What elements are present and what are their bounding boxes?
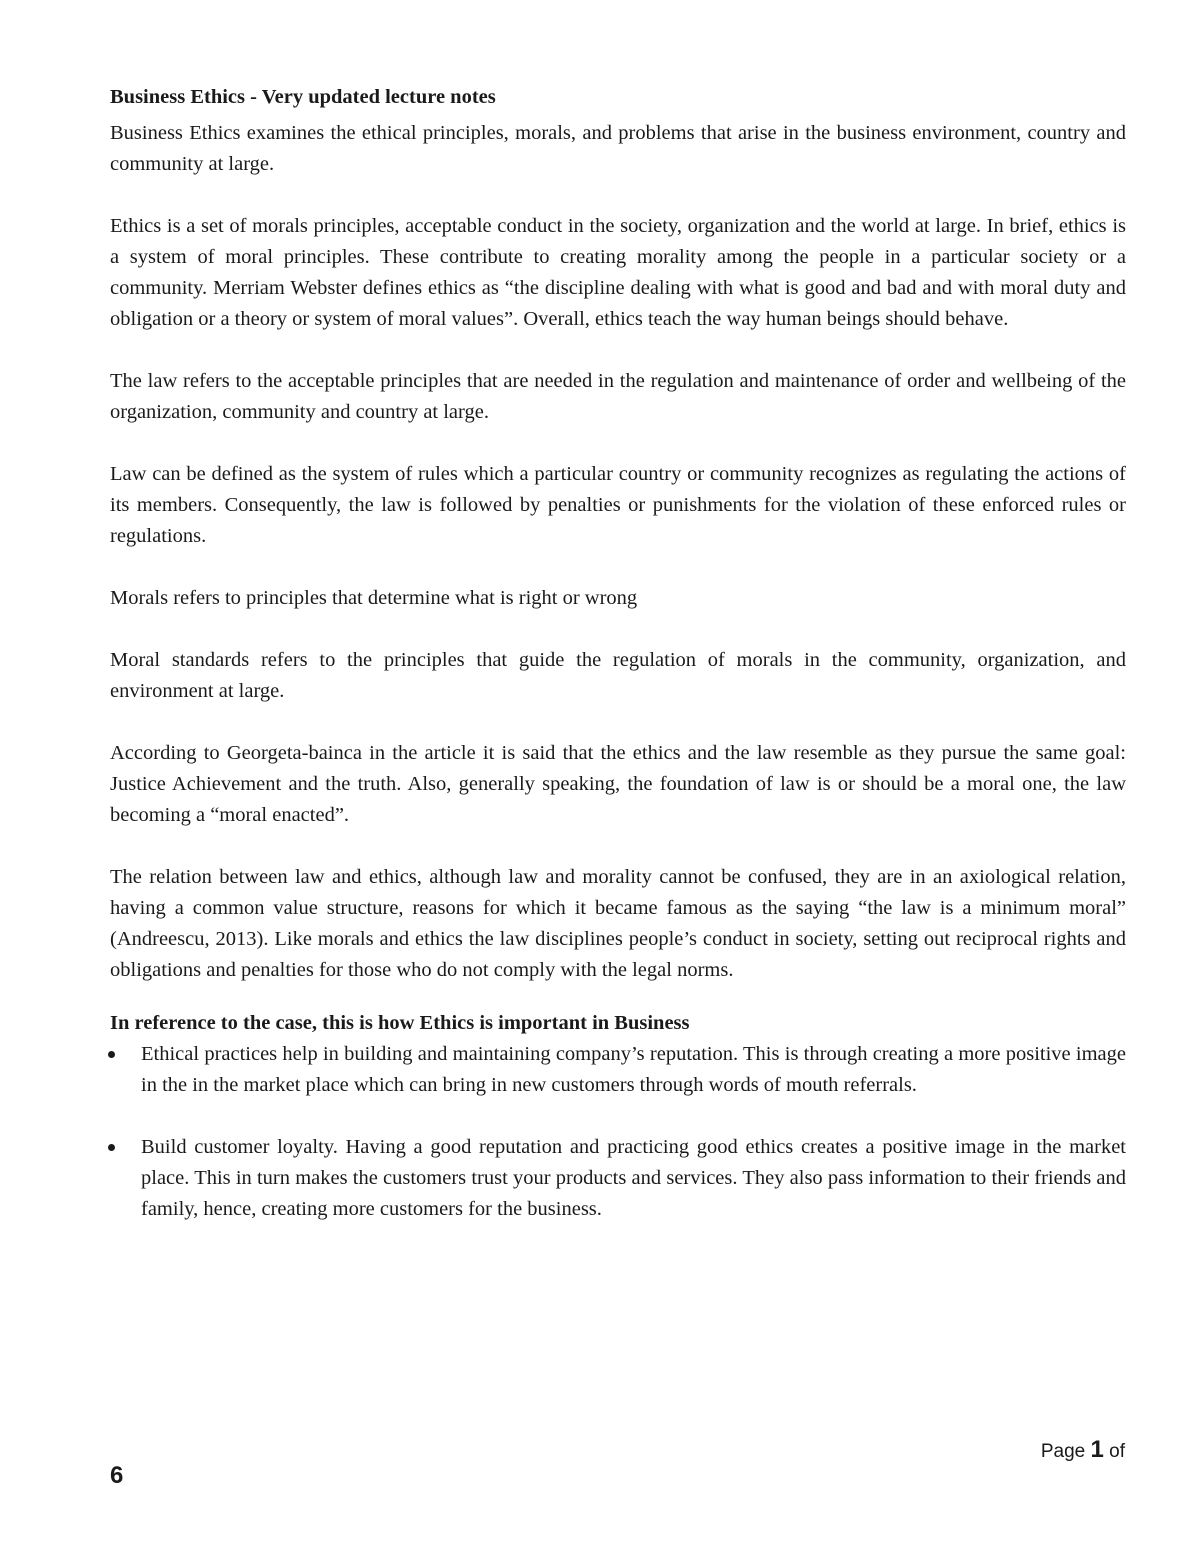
importance-bullet-list: [110, 1039, 1126, 1225]
paragraph-law-principles: The law refers to the acceptable principles that are needed in the regulation and maintenance of order and wellbeing of the organization, community and country at large.: [110, 370, 1126, 423]
list-item: [110, 1132, 1126, 1225]
bullet-text: Ethical practices help in building and maintaining company’s reputation. This is through creating a more positive image in the in the market place which can bring in new customers through words of mouth referrals.: [141, 1043, 1126, 1096]
bullet-dot-icon: [108, 1051, 115, 1058]
list-item: [110, 1039, 1126, 1101]
page-number: 1: [1090, 1436, 1104, 1463]
paragraph-moral-standards: Moral standards refers to the principles that guide the regulation of morals in the community, organization, and environment at large.: [110, 649, 1126, 702]
total-pages: 6: [110, 1462, 124, 1489]
section-heading-importance: In reference to the case, this is how Ethics is important in Business: [110, 1012, 690, 1034]
of-label: of: [1109, 1441, 1125, 1462]
document-page: [110, 82, 1126, 1256]
paragraph-business-ethics-definition: Business Ethics examines the ethical principles, morals, and problems that arise in the business environment, country and community at large.: [110, 122, 1126, 175]
paragraph-ethics-definition: Ethics is a set of morals principles, acceptable conduct in the society, organization and the world at large. In brief, ethics is a system of moral principles. These contribute to creating morality among the people in a particular society or a community. Merriam Webster defines ethics as “the discipline dealing with what is good and bad and with moral duty and obligation or a theory or system of moral values”. Overall, ethics teach the way human beings should behave.: [110, 215, 1126, 330]
page-label: Page: [1040, 1441, 1086, 1462]
bullet-text: Build customer loyalty. Having a good reputation and practicing good ethics creates a positive image in the market place. This in turn makes the customers trust your products and services. They also pass information to their friends and family, hence, creating more customers for the business.: [141, 1136, 1126, 1220]
bullet-dot-icon: [108, 1144, 115, 1151]
paragraph-law-definition: Law can be defined as the system of rules which a particular country or community recognizes as regulating the actions of its members. Consequently, the law is followed by penalties or punishments for the violation of these enforced rules or regulations.: [110, 463, 1126, 547]
page-number-footer: [1041, 1436, 1125, 1464]
paragraph-law-ethics-relation: The relation between law and ethics, although law and morality cannot be confused, they are in an axiological relation, having a common value structure, reasons for which it became famous as the saying “the law is a minimum moral” (Andreescu, 2013). Like morals and ethics the law disciplines people’s conduct in society, setting out reciprocal rights and obligations and penalties for those who do not comply with the legal norms.: [110, 866, 1126, 981]
paragraph-georgeta-bainca: According to Georgeta-bainca in the article it is said that the ethics and the law resemble as they pursue the same goal: Justice Achievement and the truth. Also, generally speaking, the foundation of law is or should be a moral one, the law becoming a “moral enacted”.: [110, 742, 1126, 826]
document-title: Business Ethics - Very updated lecture notes: [110, 86, 496, 108]
paragraph-morals-definition: Morals refers to principles that determine what is right or wrong: [110, 587, 638, 609]
